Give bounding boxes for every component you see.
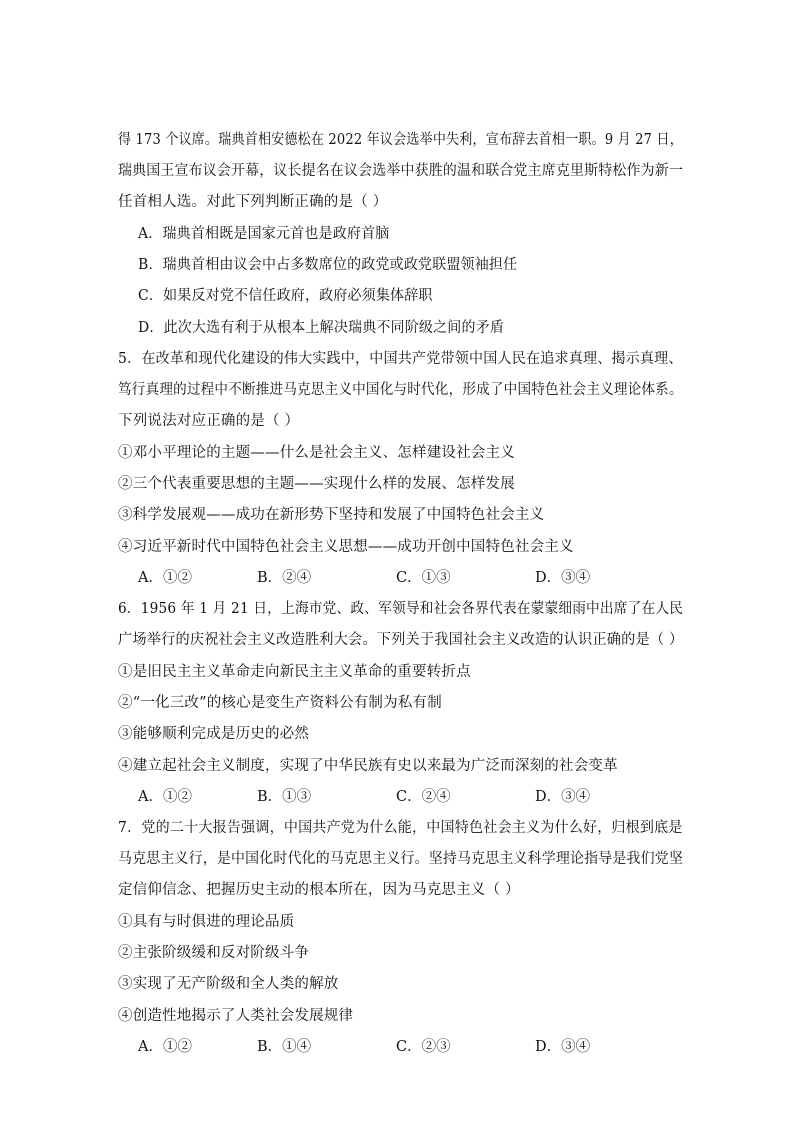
q7-choice-a: A．①② — [138, 1039, 192, 1055]
q5-choice-a: A．①② — [138, 570, 192, 586]
q6-item-3: ③能够顺利完成是历史的必然 — [118, 726, 310, 742]
q6-choice-c: C．②④ — [396, 789, 451, 805]
q7-choice-c: C．②③ — [396, 1039, 451, 1055]
q7-stem-line-3: 定信仰信念、把握历史主动的根本所在，因为马克思主义（ ） — [118, 882, 520, 898]
q4-option-c: C．如果反对党不信任政府，政府必须集体辞职 — [138, 288, 433, 304]
q5-choice-c: C．①③ — [396, 570, 451, 586]
q7-item-1: ①具有与时俱进的理论品质 — [118, 914, 295, 930]
q4-stem-line-2: 瑞典国王宣布议会开幕，议长提名在议会选举中获胜的温和联合党主席克里斯特松作为新一 — [118, 163, 684, 179]
q4-stem-line-1: 得 173 个议席。瑞典首相安德松在 2022 年议会选举中失利，宣布辞去首相一职。9 月 27 日， — [118, 132, 683, 148]
q7-item-3: ③实现了无产阶级和全人类的解放 — [118, 976, 339, 992]
q4-stem-line-3: 任首相人选。对此下列判断正确的是（ ） — [118, 194, 388, 210]
q6-item-4: ④建立起社会主义制度，实现了中华民族有史以来最为广泛而深刻的社会变革 — [118, 758, 618, 774]
q5-stem-line-2: 笃行真理的过程中不断推进马克思主义中国化与时代化，形成了中国特色社会主义理论体系。 — [118, 382, 683, 398]
q7-item-4: ④创造性地揭示了人类社会发展规律 — [118, 1008, 354, 1024]
q6-stem-line-1: 6．1956 年 1 月 21 日，上海市党、政、军领导和社会各界代表在蒙蒙细雨中出席了在人民 — [118, 601, 684, 617]
q6-item-2: ②“一化三改”的核心是变生产资料公有制为私有制 — [118, 695, 442, 711]
q7-stem-line-2: 马克思主义行，是中国化时代化的马克思主义行。坚持马克思主义科学理论指导是我们党坚 — [118, 851, 684, 867]
q5-item-1: ①邓小平理论的主题——什么是社会主义、怎样建设社会主义 — [118, 445, 515, 461]
q5-item-3: ③科学发展观——成功在新形势下坚持和发展了中国特色社会主义 — [118, 507, 545, 523]
q5-item-2: ②三个代表重要思想的主题——实现什么样的发展、怎样发展 — [118, 476, 515, 492]
q6-stem-line-2: 广场举行的庆祝社会主义改造胜利大会。下列关于我国社会主义改造的认识正确的是（ ） — [118, 632, 684, 648]
q7-choice-b: B．①④ — [257, 1039, 312, 1055]
q6-choice-d: D．③④ — [535, 789, 591, 805]
q7-stem-line-1: 7．党的二十大报告强调，中国共产党为什么能，中国特色社会主义为什么好，归根到底是 — [118, 820, 683, 836]
q4-option-d: D．此次大选有利于从根本上解决瑞典不同阶级之间的矛盾 — [138, 320, 505, 336]
q6-item-1: ①是旧民主主义革命走向新民主主义革命的重要转折点 — [118, 664, 471, 680]
q5-stem-line-3: 下列说法对应正确的是（ ） — [118, 413, 300, 429]
q6-choice-b: B．①③ — [257, 789, 312, 805]
q5-stem-line-1: 5．在改革和现代化建设的伟大实践中，中国共产党带领中国人民在追求真理、揭示真理、 — [118, 351, 683, 367]
q5-item-4: ④习近平新时代中国特色社会主义思想——成功开创中国特色社会主义 — [118, 539, 574, 555]
q5-choice-d: D．③④ — [535, 570, 591, 586]
q7-item-2: ②主张阶级缓和反对阶级斗争 — [118, 945, 310, 961]
q5-choice-b: B．②④ — [257, 570, 312, 586]
q7-choice-d: D．③④ — [535, 1039, 591, 1055]
q6-choice-a: A．①② — [138, 789, 192, 805]
q4-option-b: B．瑞典首相由议会中占多数席位的政党或政党联盟领袖担任 — [138, 257, 518, 273]
q4-option-a: A．瑞典首相既是国家元首也是政府首脑 — [138, 226, 390, 242]
